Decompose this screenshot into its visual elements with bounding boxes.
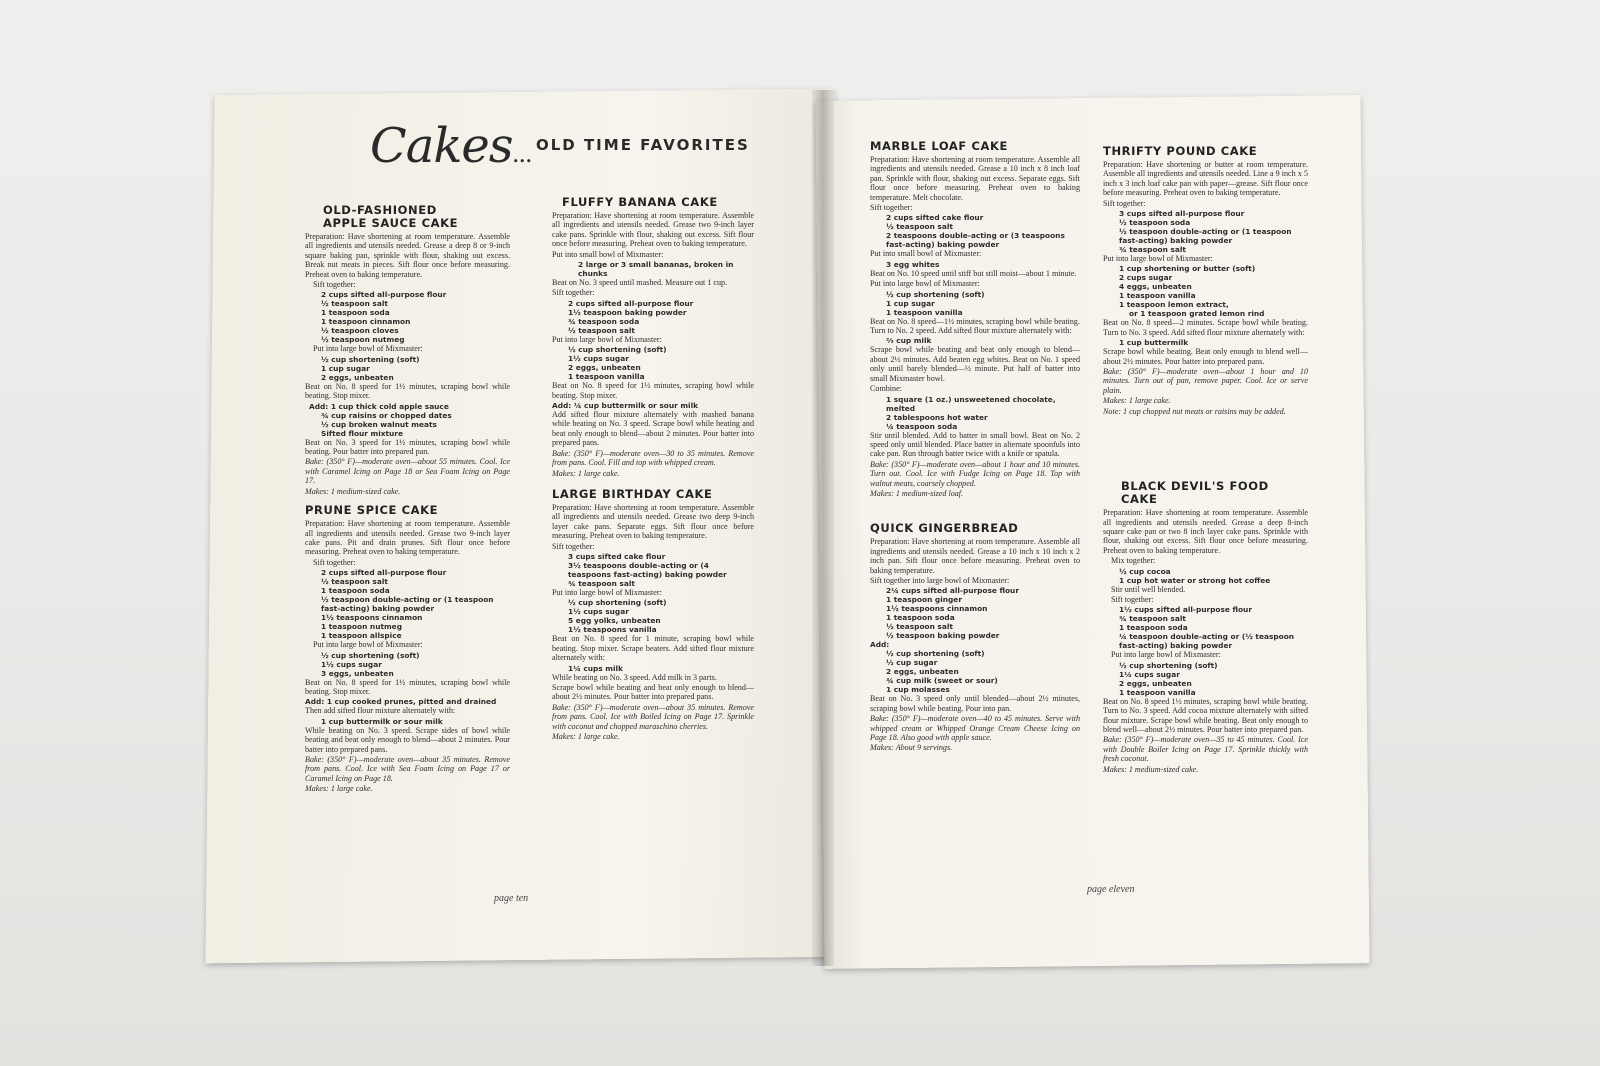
ingredient: Add: 1 cup thick cold apple sauce — [309, 401, 449, 411]
ingredient: 1 teaspoon nutmeg — [321, 622, 402, 632]
recipe-yield: Makes: 1 medium-sized cake. — [1103, 764, 1199, 774]
ingredient: 1½ cups sugar — [321, 659, 382, 669]
recipe-step: While beating on No. 3 speed. Add milk in 3 parts. — [552, 672, 717, 682]
recipe-step: Put into large bowl of Mixmaster: — [313, 640, 423, 650]
column-3 — [870, 140, 1080, 754]
ingredient: 1¼ cups sugar — [1119, 669, 1180, 679]
ingredient: 2 large or 3 small bananas, broken in chunks — [578, 260, 734, 279]
ingredient: 1 square (1 oz.) unsweetened chocolate, melted — [886, 394, 1056, 413]
recipe-step: Stir until well blended. — [1111, 584, 1186, 594]
ingredient: 2 teaspoons double-acting or (3 teaspoons fast-acting) baking powder — [886, 231, 1065, 250]
recipe-yield: Makes: 1 large cake. — [552, 468, 620, 478]
ingredient: 2 cups sugar — [1119, 273, 1173, 283]
recipe-step: Beat on No. 3 speed only until blended—about 2½ minutes, scraping bowl while beating. Pour into pan. — [870, 694, 1080, 713]
ingredient: 2 eggs, unbeaten — [321, 372, 394, 382]
ingredient: ¾ cup raisins or chopped dates — [321, 410, 452, 420]
recipe-step: Beat on No. 8 speed for 1½ minutes, scraping bowl while beating. Stop mixer. — [305, 381, 510, 401]
ingredient: 1½ teaspoons cinnamon — [886, 604, 988, 614]
ingredient: 1 cup buttermilk — [1119, 338, 1189, 348]
recipe-title: FLUFFY BANANA CAKE — [562, 195, 718, 209]
page-heading — [370, 118, 750, 174]
ingredient: ½ teaspoon nutmeg — [321, 335, 405, 345]
ingredient: 1 teaspoon soda — [886, 613, 955, 623]
ingredient: 2 tablespoons hot water — [886, 412, 988, 422]
recipe-step: Scrape bowl while beating and beat only enough to blend—about 2½ minutes. Add beaten egg whites. Beat on No. 1 speed only until barely blended—½ minute. Put half of batter into small Mixmaster bowl. — [870, 345, 1080, 383]
ingredient: 1 cup sugar — [886, 298, 935, 308]
ingredient: ½ cup cocoa — [1119, 566, 1171, 576]
recipe-black-devils-food-cake — [1103, 480, 1308, 774]
ingredient: 1½ cups sifted all-purpose flour — [1119, 605, 1252, 615]
recipe-bake: Bake: (350° F)—moderate oven—35 to 45 minutes. Cool. Ice with Double Boiler Icing on Page 17. Sprinkle thickly with fresh coconut. — [1103, 735, 1308, 764]
ingredient: 2 eggs, unbeaten — [1119, 678, 1192, 688]
ingredient: 3 cups sifted all-purpose flour — [1119, 209, 1245, 219]
recipe-preparation: Preparation: Have shortening at room temperature. Assemble all ingredients and utensils needed. Grease a deep 8-inch square cake pan or two 8 inch layer cake pans. Sprinkle with flour, shaking out excess. Sift flour once before measuring. Preheat oven to baking temperature. — [1103, 508, 1308, 555]
recipe-step: Then add sifted flour mixture alternately with: — [305, 706, 456, 716]
ingredient: ½ teaspoon salt — [886, 222, 953, 232]
ingredient: Add: 1 cup cooked prunes, pitted and drained — [305, 697, 497, 707]
recipe-title: PRUNE SPICE CAKE — [305, 503, 439, 518]
recipe-step: Sift together: — [1103, 198, 1146, 208]
recipe-step: Scrape bowl while beating and beat only enough to blend—about 2½ minutes. Pour batter into prepared pans. — [552, 682, 754, 702]
ingredient: 1 teaspoon vanilla — [1119, 291, 1196, 301]
recipe-step: Put into large bowl of Mixmaster: — [552, 587, 662, 597]
recipe-note: Note: 1 cup chopped nut meats or raisins may be added. — [1103, 406, 1286, 416]
recipe-bake: Bake: (350° F)—moderate oven—about 1 hour and 10 minutes. Turn out of pan, remove paper. Cool. Ice or serve plain. — [1103, 367, 1308, 395]
ingredient: ½ cup broken walnut meats — [321, 419, 437, 429]
recipe-yield: Makes: 1 medium-sized loaf. — [870, 488, 964, 498]
ingredient: 2 cups sifted all-purpose flour — [321, 568, 447, 578]
recipe-preparation: Preparation: Have shortening at room temperature. Assemble all ingredients and utensils needed. Grease a 10 inch x 10 inch x 2 inch pan. Sift flour once before measuring. Preheat oven to baking temperature. — [870, 537, 1080, 575]
ingredient: 1 cup hot water or strong hot coffee — [1119, 575, 1271, 585]
recipe-step: Beat on No. 8 speed for 1½ minutes, scraping bowl while beating. Stop mixer. — [305, 677, 510, 696]
ingredient: 1 cup molasses — [886, 685, 950, 695]
ingredient: ¼ teaspoon double-acting or (½ teaspoon fast-acting) baking powder — [1119, 632, 1295, 651]
recipe-step: Sift together: — [870, 203, 913, 213]
ingredient: 1 teaspoon soda — [321, 308, 390, 318]
page-number-right: page eleven — [1087, 884, 1135, 895]
ingredient: or 1 teaspoon grated lemon rind — [1129, 309, 1265, 319]
recipe-step: Stir until blended. Add to batter in small bowl. Beat on No. 2 speed only until blended. Place batter in alternate spoonfuls into cake pan. Run through batter twice with a knife or spatula. — [870, 430, 1080, 459]
ingredient: Add: — [870, 640, 890, 650]
recipe-thrifty-pound-cake — [1103, 145, 1308, 416]
recipe-step: Beat on No. 8 speed—2 minutes. Scrape bowl while beating. Turn to No. 3 speed. Add sifted flour mixture alternately with: — [1103, 318, 1308, 337]
recipe-step: Sift together: — [313, 280, 356, 290]
column-1 — [305, 204, 510, 795]
recipe-title: QUICK GINGERBREAD — [870, 521, 1019, 536]
ingredient: ¾ teaspoon salt — [568, 578, 635, 588]
recipe-preparation: Preparation: Have shortening at room temperature. Assemble all ingredients and utensils needed. Grease two deep 9-inch layer cake pans. Separate eggs. Sift flour once before measuring. Preheat oven to baking temperature. — [552, 502, 754, 541]
ingredient: ½ cup shortening (soft) — [321, 650, 420, 660]
ingredient: 1 cup shortening or butter (soft) — [1119, 264, 1256, 274]
ingredient: ½ teaspoon salt — [321, 577, 388, 587]
ingredient: 1 teaspoon cinnamon — [321, 317, 411, 327]
recipe-step: Beat on No. 8 speed for 1 minute, scraping bowl while beating. Stop mixer. Scrape beaters. Add sifted flour mixture alternately with: — [552, 634, 754, 663]
ingredient: ½ cup shortening (soft) — [886, 289, 985, 299]
recipe-bake: Bake: (350° F)—moderate oven—30 to 35 minutes. Remove from pans. Cool. Fill and top with whipped cream. — [552, 448, 754, 468]
recipe-step: Sift together: — [313, 557, 356, 567]
recipe-step: Sift together: — [552, 288, 595, 298]
recipe-marble-loaf-cake — [870, 140, 1080, 498]
ingredient: 2 cups sifted all-purpose flour — [568, 298, 694, 308]
ingredient: 1 teaspoon lemon extract, — [1119, 300, 1229, 310]
heading-script: Cakes — [370, 118, 513, 174]
recipe-step: Put into large bowl of Mixmaster: — [552, 334, 662, 344]
ingredient: ½ teaspoon cloves — [321, 326, 399, 336]
recipe-step: Sift together into large bowl of Mixmaster: — [870, 575, 1010, 585]
ingredient: 2 cups sifted all-purpose flour — [321, 290, 447, 300]
ingredient: 1 cup sugar — [321, 363, 370, 373]
ingredient: 1 teaspoon vanilla — [886, 307, 963, 317]
recipe-large-birthday-cake — [552, 488, 754, 742]
ingredient: ¾ teaspoon salt — [1119, 245, 1186, 255]
ingredient: 2 cups sifted cake flour — [886, 213, 984, 223]
book-gutter — [812, 90, 834, 966]
recipe-fluffy-banana-cake — [552, 196, 754, 478]
ingredient: 1 teaspoon allspice — [321, 631, 402, 641]
recipe-step: Put into small bowl of Mixmaster: — [552, 249, 664, 259]
recipe-step: Put into large bowl of Mixmaster: — [313, 344, 423, 354]
recipe-step: Combine: — [870, 384, 902, 394]
recipe-preparation: Preparation: Have shortening at room temperature. Assemble all ingredients and utensils needed. Grease a 10 inch x 8 inch loaf pan. Sprinkle with flour, shaking out excess. Separate eggs. Sift flour once before measuring. Preheat oven to baking temperature. Melt chocolate. — [870, 155, 1080, 202]
recipe-title: THRIFTY POUND CAKE — [1103, 144, 1258, 158]
recipe-step: Beat on No. 10 speed until stiff but still moist—about 1 minute. — [870, 268, 1077, 278]
recipe-bake: Bake: (350° F)—moderate oven—about 35 minutes. Remove from pans. Cool. Ice with Sea Foam Icing on Page 17 or Caramel Icing on Page 18. — [305, 754, 510, 783]
recipe-preparation: Preparation: Have shortening or butter at room temperature. Assemble all ingredients and utensils needed. Line a 9 inch x 5 inch x 3 inch loaf cake pan with paper—grease. Sift flour once before measuring. Preheat oven to baking temperature. — [1103, 160, 1308, 198]
ingredient: ½ teaspoon salt — [321, 299, 388, 309]
ingredient: 1½ cups sugar — [568, 354, 629, 364]
ingredient: 3 cups sifted cake flour — [568, 551, 666, 561]
recipe-step: Beat on No. 8 speed—1½ minutes, scraping bowl while beating. Turn to No. 2 speed. Add sifted flour mixture alternately with: — [870, 316, 1080, 336]
recipe-step: Put into large bowl of Mixmaster: — [1111, 650, 1221, 660]
ingredient: ½ teaspoon baking powder — [886, 631, 1000, 641]
recipe-yield: Makes: About 9 servings. — [870, 743, 953, 753]
ingredient: ¾ teaspoon salt — [1119, 614, 1186, 624]
ingredient: 2 eggs, unbeaten — [886, 667, 959, 677]
recipe-step: Put into large bowl of Mixmaster: — [1103, 254, 1213, 264]
ingredient: 1 teaspoon ginger — [886, 595, 962, 605]
recipe-yield: Makes: 1 medium-sized cake. — [305, 486, 401, 496]
recipe-step: Add sifted flour mixture alternately with mashed banana while beating on No. 3 speed. Scrape bowl while beating and beat only enough to blend—about 2 minutes. Pour batter into prepared pans. — [552, 410, 754, 448]
ingredient: 2¼ cups sifted all-purpose flour — [886, 586, 1019, 596]
ingredient: 1 teaspoon vanilla — [568, 372, 645, 382]
heading-subtitle: OLD TIME FAVORITES — [535, 136, 750, 154]
recipe-step: Beat on No. 8 speed 1½ minutes, scraping bowl while beating. Turn to No. 3 speed. Add cocoa mixture alternately with sifted flour mixture. Scrape bowl while beating. Beat only enough to blend well—about 2½ minutes. Pour batter into prepared pan. — [1103, 696, 1308, 734]
ingredient: 1½ cups sugar — [568, 607, 629, 617]
ingredient: 4 eggs, unbeaten — [1119, 282, 1192, 292]
page-number-left: page ten — [494, 893, 529, 904]
recipe-bake: Bake: (350° F)—moderate oven—40 to 45 minutes. Serve with whipped cream or Whipped Orange Cream Cheese Icing on Page 18. Also good with apple sauce. — [870, 714, 1080, 742]
ingredient: ½ cup shortening (soft) — [886, 649, 985, 659]
recipe-preparation: Preparation: Have shortening at room temperature. Assemble all ingredients and utensils needed. Grease two 9-inch layer cake pans. Pit and drain prunes. Sift flour once before measuring. Preheat oven to baking temperature. — [305, 519, 510, 557]
ingredient: 1 teaspoon soda — [321, 586, 390, 596]
recipe-step: Beat on No. 3 speed until mashed. Measure out 1 cup. — [552, 278, 728, 288]
recipe-title: BLACK DEVIL'S FOOD CAKE — [1121, 479, 1269, 507]
recipe-step: Beat on No. 3 speed for 1½ minutes, scraping bowl while beating. Pour batter into prepared pan. — [305, 437, 510, 457]
recipe-yield: Makes: 1 large cake. — [552, 732, 620, 741]
recipe-title: MARBLE LOAF CAKE — [870, 139, 1009, 153]
ingredient: ¾ teaspoon soda — [568, 316, 640, 326]
ingredient: 1 teaspoon soda — [1119, 623, 1188, 633]
heading-dots: ... — [512, 139, 532, 168]
ingredient: 1½ teaspoons cinnamon — [321, 613, 423, 623]
ingredient: 3½ teaspoons double-acting or (4 teaspoons fast-acting) baking powder — [568, 560, 727, 579]
recipe-title-line1: OLD-FASHIONED — [323, 203, 437, 217]
recipe-step: Scrape bowl while beating. Beat only enough to blend well—about 2½ minutes. Pour batter into prepared pans. — [1103, 347, 1308, 366]
ingredient: ½ teaspoon soda — [1119, 218, 1191, 228]
recipe-title-line2: APPLE SAUCE CAKE — [323, 216, 459, 230]
ingredient: Add: ¼ cup buttermilk or sour milk — [552, 401, 699, 411]
ingredient: 1¼ cups milk — [568, 663, 623, 673]
ingredient: ½ cup shortening (soft) — [321, 354, 420, 364]
ingredient: 3 egg whites — [886, 259, 940, 269]
ingredient: ½ cup shortening (soft) — [1119, 660, 1218, 670]
recipe-step: Put into small bowl of Mixmaster: — [870, 249, 982, 259]
ingredient: ½ teaspoon salt — [568, 325, 635, 335]
recipe-step: Sift together: — [1111, 594, 1154, 604]
ingredient: ½ cup shortening (soft) — [568, 345, 667, 355]
recipe-yield: Makes: 1 large cake. — [305, 784, 373, 794]
recipe-title: LARGE BIRTHDAY CAKE — [552, 486, 713, 501]
recipe-yield: Makes: 1 large cake. — [1103, 396, 1171, 406]
ingredient: ¼ teaspoon soda — [886, 421, 958, 431]
ingredient: ½ teaspoon double-acting or (1 teaspoon fast-acting) baking powder — [1119, 227, 1292, 246]
recipe-quick-gingerbread — [870, 522, 1080, 752]
recipe-step: Mix together: — [1111, 556, 1156, 566]
ingredient: ½ cup sugar — [886, 658, 938, 668]
recipe-preparation: Preparation: Have shortening at room temperature. Assemble all ingredients and utensils needed. Grease a deep 8 or 9-inch square baking pan, sprinkle with flour, shaking out excess. Break nut meats in pieces. Sift flour once before measuring. Preheat oven to baking temperature. — [305, 232, 510, 279]
recipe-apple-sauce-cake — [305, 204, 510, 496]
column-2 — [552, 196, 754, 742]
ingredient: 1 teaspoon vanilla — [1119, 687, 1196, 697]
ingredient: ½ teaspoon salt — [886, 622, 953, 632]
recipe-bake: Bake: (350° F)—moderate oven—about 55 minutes. Cool. Ice with Caramel Icing on Page 18 or Sea Foam Icing on Page 17. — [305, 457, 510, 486]
ingredient: 5 egg yolks, unbeaten — [568, 616, 661, 626]
ingredient: ½ cup shortening (soft) — [568, 598, 667, 608]
ingredient: 3 eggs, unbeaten — [321, 668, 394, 678]
recipe-step: Put into large bowl of Mixmaster: — [870, 279, 980, 289]
ingredient: Sifted flour mixture — [321, 428, 403, 438]
column-4 — [1103, 145, 1308, 775]
ingredient: 2 eggs, unbeaten — [568, 363, 641, 373]
ingredient: 1½ teaspoon baking powder — [568, 307, 687, 317]
recipe-step: Sift together: — [552, 541, 595, 551]
recipe-title — [323, 204, 510, 230]
ingredient: ½ teaspoon double-acting or (1 teaspoon fast-acting) baking powder — [321, 595, 494, 614]
ingredient: ⅔ cup milk — [886, 336, 932, 346]
recipe-bake: Bake: (350° F)—moderate oven—about 1 hour and 10 minutes. Turn out. Cool. Ice with Fudge Icing on Page 18. Top with walnut meats, coarsely chopped. — [870, 459, 1080, 488]
ingredient: 1 cup buttermilk or sour milk — [321, 716, 443, 726]
recipe-bake: Bake: (350° F)—moderate oven—about 35 minutes. Remove from pans. Cool. Ice with Boiled Icing on Page 17. Sprinkle with coconut and chopped maraschino cherries. — [552, 702, 754, 731]
ingredient: ¾ cup milk (sweet or sour) — [886, 676, 998, 686]
recipe-prune-spice-cake — [305, 504, 510, 794]
recipe-step: While beating on No. 3 speed. Scrape sides of bowl while beating and beat only enough to blend—about 2 minutes. Pour batter into prepared pans. — [305, 725, 510, 754]
ingredient: 1½ teaspoons vanilla — [568, 625, 657, 635]
recipe-preparation: Preparation: Have shortening at room temperature. Assemble all ingredients and utensils needed. Grease two 9-inch layer cake pans. Sprinkle with flour, shaking out excess. Sift flour once before measuring. Preheat oven to baking temperature. — [552, 211, 754, 249]
recipe-step: Beat on No. 8 speed for 1½ minutes, scraping bowl while beating. Stop mixer. — [552, 381, 754, 400]
